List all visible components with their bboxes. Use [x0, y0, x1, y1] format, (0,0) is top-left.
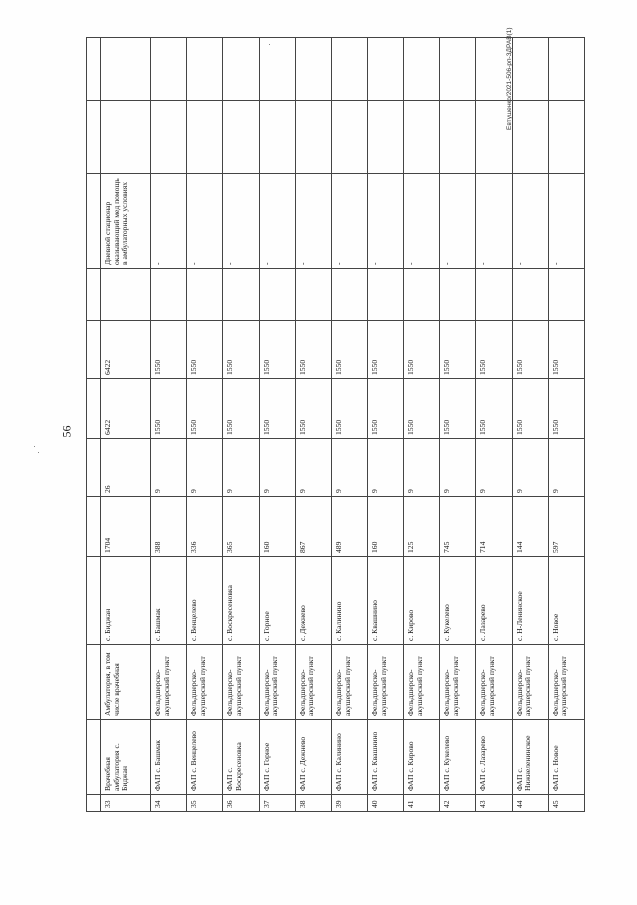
population-value: 336 [187, 497, 223, 557]
settlement-name: с. Венцелево [187, 557, 223, 645]
value-cell: 9 [151, 439, 187, 497]
table-row [101, 38, 151, 812]
settlement-name: с. Башмак [151, 557, 187, 645]
value-cell [404, 101, 440, 174]
value-cell [548, 38, 584, 101]
value-cell: 9 [368, 439, 404, 497]
value-cell [368, 38, 404, 101]
value-cell [440, 38, 476, 101]
facility-type: Амбулатория, в том числе врачебная [101, 645, 151, 720]
row-number: 43 [476, 795, 512, 812]
facility-name: ФАП с. Нижнеленинское [512, 720, 548, 795]
inpatient-cell: - [295, 174, 331, 269]
facility-type: Фельдшерско-акушерский пункт [476, 645, 512, 720]
value-cell [295, 38, 331, 101]
value-cell: 1550 [548, 321, 584, 379]
value-cell [331, 101, 367, 174]
value-cell [223, 269, 259, 321]
row-number: 35 [187, 795, 223, 812]
rotated-table-wrapper [86, 38, 585, 812]
value-cell [512, 101, 548, 174]
inpatient-cell: Дневной стационар оказывающий мед помощь в амбулаторных условиях [101, 174, 151, 269]
inpatient-cell: - [548, 174, 584, 269]
value-cell [368, 101, 404, 174]
inpatient-cell: - [368, 174, 404, 269]
value-cell: 6422 [101, 321, 151, 379]
value-cell [548, 101, 584, 174]
table-row [151, 38, 187, 812]
value-cell: 1550 [548, 379, 584, 439]
facility-type: Фельдшерско-акушерский пункт [259, 645, 295, 720]
row-number: 45 [548, 795, 584, 812]
facility-type: Фельдшерско-акушерский пункт [440, 645, 476, 720]
table-row [295, 38, 331, 812]
facility-name: ФАП с. Квашнино [368, 720, 404, 795]
facility-name: ФАП с. Дежнево [295, 720, 331, 795]
population-value: 714 [476, 497, 512, 557]
value-cell [476, 269, 512, 321]
inpatient-cell: - [440, 174, 476, 269]
facility-type: Фельдшерско-акушерский пункт [404, 645, 440, 720]
value-cell: 1550 [404, 321, 440, 379]
value-cell: 1550 [223, 379, 259, 439]
inpatient-cell: - [404, 174, 440, 269]
settlement-name: с. Новое [548, 557, 584, 645]
facility-type: Фельдшерско-акушерский пункт [512, 645, 548, 720]
value-cell: 1550 [512, 321, 548, 379]
value-cell: 1550 [476, 321, 512, 379]
facility-name: ФАП с. Воскресеновка [223, 720, 259, 795]
row-number: 34 [151, 795, 187, 812]
value-cell [223, 38, 259, 101]
value-cell: 9 [476, 439, 512, 497]
row-number: 39 [331, 795, 367, 812]
document-code: Евтушенко/2021-506-рп-ЗДРАВ(1) [506, 27, 513, 130]
facility-type: Фельдшерско-акушерский пункт [223, 645, 259, 720]
table-row [368, 38, 404, 812]
row-number: 40 [368, 795, 404, 812]
table-body [87, 38, 585, 812]
value-cell [101, 101, 151, 174]
inpatient-cell: - [476, 174, 512, 269]
facility-name: ФАП с. Лазарево [476, 720, 512, 795]
inpatient-cell: - [259, 174, 295, 269]
value-cell: 9 [223, 439, 259, 497]
row-number: 37 [259, 795, 295, 812]
row-number: 33 [101, 795, 151, 812]
value-cell: 1550 [295, 379, 331, 439]
row-number: 36 [223, 795, 259, 812]
value-cell: 9 [331, 439, 367, 497]
population-value: 125 [404, 497, 440, 557]
inpatient-cell: - [187, 174, 223, 269]
value-cell [295, 101, 331, 174]
value-cell: 1550 [476, 379, 512, 439]
value-cell: 9 [259, 439, 295, 497]
value-cell: 1550 [151, 321, 187, 379]
facility-name: ФАП с. Венцелево [187, 720, 223, 795]
row-number: 41 [404, 795, 440, 812]
row-number: 42 [440, 795, 476, 812]
population-value: 388 [151, 497, 187, 557]
value-cell: 1550 [259, 321, 295, 379]
facility-name: ФАП с. Новое [548, 720, 584, 795]
facility-type: Фельдшерско-акушерский пункт [187, 645, 223, 720]
inpatient-cell: - [331, 174, 367, 269]
facility-name: ФАП с. Кирово [404, 720, 440, 795]
value-cell [295, 269, 331, 321]
value-cell [151, 101, 187, 174]
settlement-name: с. Н-Ленинское [512, 557, 548, 645]
settlement-name: с. Горное [259, 557, 295, 645]
facilities-table [86, 37, 585, 812]
value-cell [476, 101, 512, 174]
value-cell [476, 38, 512, 101]
value-cell: 1550 [187, 379, 223, 439]
value-cell: 1550 [259, 379, 295, 439]
value-cell: 1550 [440, 321, 476, 379]
value-cell: 1550 [331, 321, 367, 379]
table-row [259, 38, 295, 812]
population-value: 867 [295, 497, 331, 557]
value-cell [187, 269, 223, 321]
facility-type: Фельдшерско-акушерский пункт [295, 645, 331, 720]
value-cell: 1550 [368, 321, 404, 379]
value-cell [512, 38, 548, 101]
settlement-name: с. Биджан [101, 557, 151, 645]
value-cell [259, 101, 295, 174]
value-cell: 26 [101, 439, 151, 497]
table-row [223, 38, 259, 812]
value-cell [259, 38, 295, 101]
value-cell: 9 [548, 439, 584, 497]
population-value: 597 [548, 497, 584, 557]
value-cell [331, 269, 367, 321]
table-row [548, 38, 584, 812]
population-value: 489 [331, 497, 367, 557]
settlement-name: с. Кирово [404, 557, 440, 645]
value-cell: 9 [295, 439, 331, 497]
population-value: 745 [440, 497, 476, 557]
value-cell: 9 [512, 439, 548, 497]
table-row [512, 38, 548, 812]
value-cell [223, 101, 259, 174]
settlement-name: с. Воскресеновка [223, 557, 259, 645]
facility-name: ФАП с. Горное [259, 720, 295, 795]
settlement-name: с. Лазарево [476, 557, 512, 645]
facility-type: Фельдшерско-акушерский пункт [368, 645, 404, 720]
value-cell: 9 [404, 439, 440, 497]
table-row [87, 38, 101, 812]
facility-type: Фельдшерско-акушерский пункт [548, 645, 584, 720]
scan-speck [34, 446, 35, 447]
value-cell: 6422 [101, 379, 151, 439]
value-cell [368, 269, 404, 321]
facility-name: ФАП с. Кукелево [440, 720, 476, 795]
inpatient-cell: - [151, 174, 187, 269]
value-cell [404, 269, 440, 321]
value-cell [151, 269, 187, 321]
value-cell: 1550 [295, 321, 331, 379]
value-cell: 9 [440, 439, 476, 497]
value-cell [440, 101, 476, 174]
value-cell [331, 38, 367, 101]
value-cell [440, 269, 476, 321]
facility-name: ФАП с. Калинино [331, 720, 367, 795]
value-cell [548, 269, 584, 321]
value-cell: 1550 [440, 379, 476, 439]
value-cell: 9 [187, 439, 223, 497]
population-value: 160 [259, 497, 295, 557]
population-value: 160 [368, 497, 404, 557]
value-cell [151, 38, 187, 101]
settlement-name: с. Дежнево [295, 557, 331, 645]
value-cell: 1550 [512, 379, 548, 439]
value-cell: 1550 [368, 379, 404, 439]
table-row [404, 38, 440, 812]
value-cell [404, 38, 440, 101]
settlement-name: с. Калинино [331, 557, 367, 645]
settlement-name: с. Квашнино [368, 557, 404, 645]
value-cell: 1550 [187, 321, 223, 379]
value-cell [512, 269, 548, 321]
value-cell: 1550 [331, 379, 367, 439]
facility-type: Фельдшерско-акушерский пункт [331, 645, 367, 720]
table-row [187, 38, 223, 812]
population-value: 144 [512, 497, 548, 557]
table-row [331, 38, 367, 812]
facility-name: ФАП с. Башмак [151, 720, 187, 795]
inpatient-cell: - [512, 174, 548, 269]
table-row [440, 38, 476, 812]
value-cell [101, 38, 151, 101]
population-value: 365 [223, 497, 259, 557]
population-value: 1704 [101, 497, 151, 557]
value-cell: 1550 [404, 379, 440, 439]
row-number: 44 [512, 795, 548, 812]
value-cell: 1550 [151, 379, 187, 439]
page-number: 56 [59, 425, 74, 438]
value-cell: 1550 [223, 321, 259, 379]
value-cell [259, 269, 295, 321]
value-cell [101, 269, 151, 321]
settlement-name: с. Кукелево [440, 557, 476, 645]
scan-speck [38, 452, 39, 453]
facility-name: Врачебная амбулатория с. Биджан [101, 720, 151, 795]
value-cell [187, 38, 223, 101]
row-number: 38 [295, 795, 331, 812]
inpatient-cell: - [223, 174, 259, 269]
table-row [476, 38, 512, 812]
value-cell [187, 101, 223, 174]
facility-type: Фельдшерско-акушерский пункт [151, 645, 187, 720]
